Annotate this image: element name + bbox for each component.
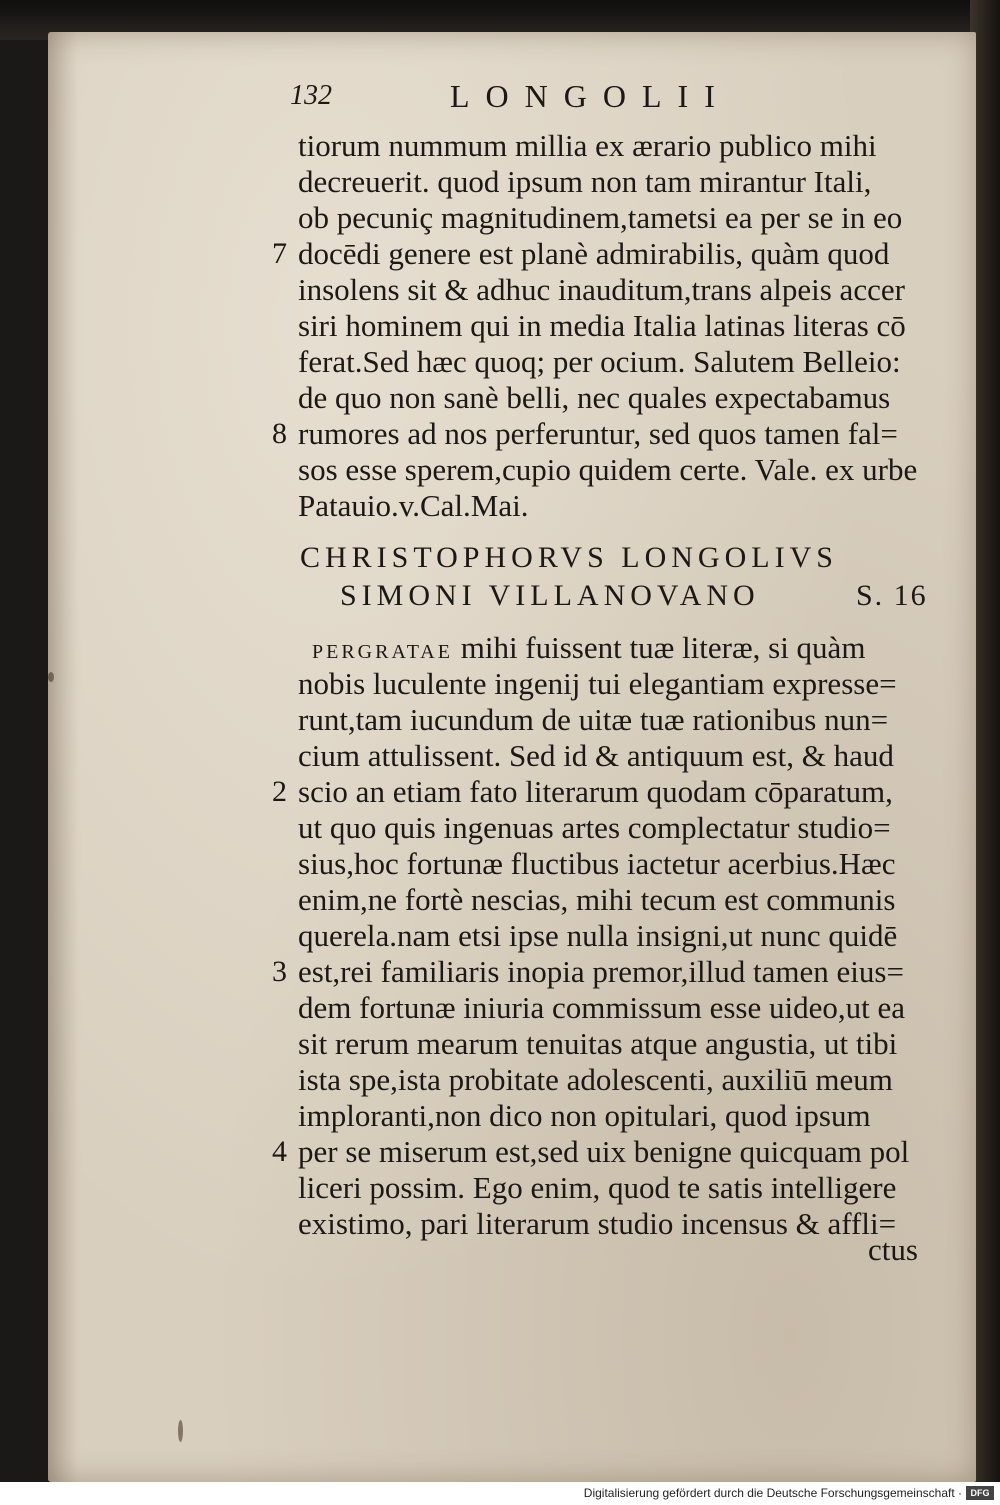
letter-heading-line-1: CHRISTOPHORVS LONGOLIVS bbox=[300, 541, 838, 574]
margin-number: 7 bbox=[272, 237, 287, 270]
text-line: ut quo quis ingenuas artes complectatur studio= bbox=[298, 810, 891, 845]
text-line: enim,ne fortè nescias, mihi tecum est communis bbox=[298, 882, 896, 917]
text-line: dem fortunæ iniuria commissum esse uideo,ut ea bbox=[298, 990, 905, 1025]
margin-number: 8 bbox=[272, 417, 287, 450]
text-line: tiorum nummum millia ex ærario publico mihi bbox=[298, 128, 877, 163]
text-line: de quo non sanè belli, nec quales expectabamus bbox=[298, 380, 891, 415]
text-line: sos esse sperem,cupio quidem certe. Vale. ex urbe bbox=[298, 452, 918, 487]
letter-first-line-text: mihi fuissent tuæ literæ, si quàm bbox=[452, 630, 866, 665]
text-line: ob pecuniç magnitudinem,tametsi ea per se in eo bbox=[298, 200, 903, 235]
text-line: siri hominem qui in media Italia latinas literas cō bbox=[298, 308, 906, 343]
ink-spot bbox=[48, 672, 54, 682]
running-head-title: LONGOLII bbox=[450, 78, 731, 114]
catchword: ctus bbox=[868, 1232, 918, 1267]
dfg-logo-icon: DFG bbox=[966, 1486, 994, 1500]
margin-number: 2 bbox=[272, 775, 287, 808]
letter-incipit: PERGRATAE bbox=[312, 641, 453, 663]
letter-heading-number: S. 16 bbox=[856, 579, 928, 612]
text-line: Patauio.v.Cal.Mai. bbox=[298, 488, 529, 523]
text-line: imploranti,non dico non opitulari, quod ipsum bbox=[298, 1098, 871, 1133]
text-line: nobis luculente ingenij tui elegantiam expresse= bbox=[298, 666, 897, 701]
text-line: rumores ad nos perferuntur, sed quos tamen fal= bbox=[298, 416, 898, 451]
digitization-footer bbox=[0, 1482, 1000, 1505]
text-line: per se miserum est,sed uix benigne quicquam pol bbox=[298, 1134, 910, 1169]
letter-first-line bbox=[312, 630, 865, 670]
text-line: liceri possim. Ego enim, quod te satis intelligere bbox=[298, 1170, 897, 1205]
text-line: existimo, pari literarum studio incensus & affli= bbox=[298, 1206, 897, 1241]
margin-number: 3 bbox=[272, 955, 287, 988]
text-line: ferat.Sed hæc quoq; per ocium. Salutem Belleio: bbox=[298, 344, 901, 379]
text-line: sit rerum mearum tenuitas atque angustia, ut tibi bbox=[298, 1026, 898, 1061]
text-line: cium attulissent. Sed id & antiquum est, & haud bbox=[298, 738, 894, 773]
text-line: sius,hoc fortunæ fluctibus iactetur acerbius.Hæc bbox=[298, 846, 896, 881]
footer-credit-text: Digitalisierung gefördert durch die Deutsche Forschungsgemeinschaft · bbox=[583, 1486, 962, 1500]
ink-spot bbox=[178, 1420, 183, 1442]
text-line: querela.nam etsi ipse nulla insigni,ut nunc quidē bbox=[298, 918, 898, 953]
margin-number: 4 bbox=[272, 1135, 287, 1168]
text-line: scio an etiam fato literarum quodam cōparatum, bbox=[298, 774, 893, 809]
running-head bbox=[290, 80, 970, 120]
text-line: ista spe,ista probitate adolescenti, auxiliū meum bbox=[298, 1062, 893, 1097]
text-line: docēdi genere est planè admirabilis, quàm quod bbox=[298, 236, 890, 271]
text-line: runt,tam iucundum de uitæ tuæ rationibus nun= bbox=[298, 702, 889, 737]
page-number: 132 bbox=[290, 80, 332, 111]
letter-heading-line-2: SIMONI VILLANOVANO bbox=[340, 579, 760, 612]
text-line: est,rei familiaris inopia premor,illud tamen eius= bbox=[298, 954, 904, 989]
text-line: decreuerit. quod ipsum non tam mirantur Itali, bbox=[298, 164, 872, 199]
text-line: insolens sit & adhuc inauditum,trans alpeis accer bbox=[298, 272, 905, 307]
